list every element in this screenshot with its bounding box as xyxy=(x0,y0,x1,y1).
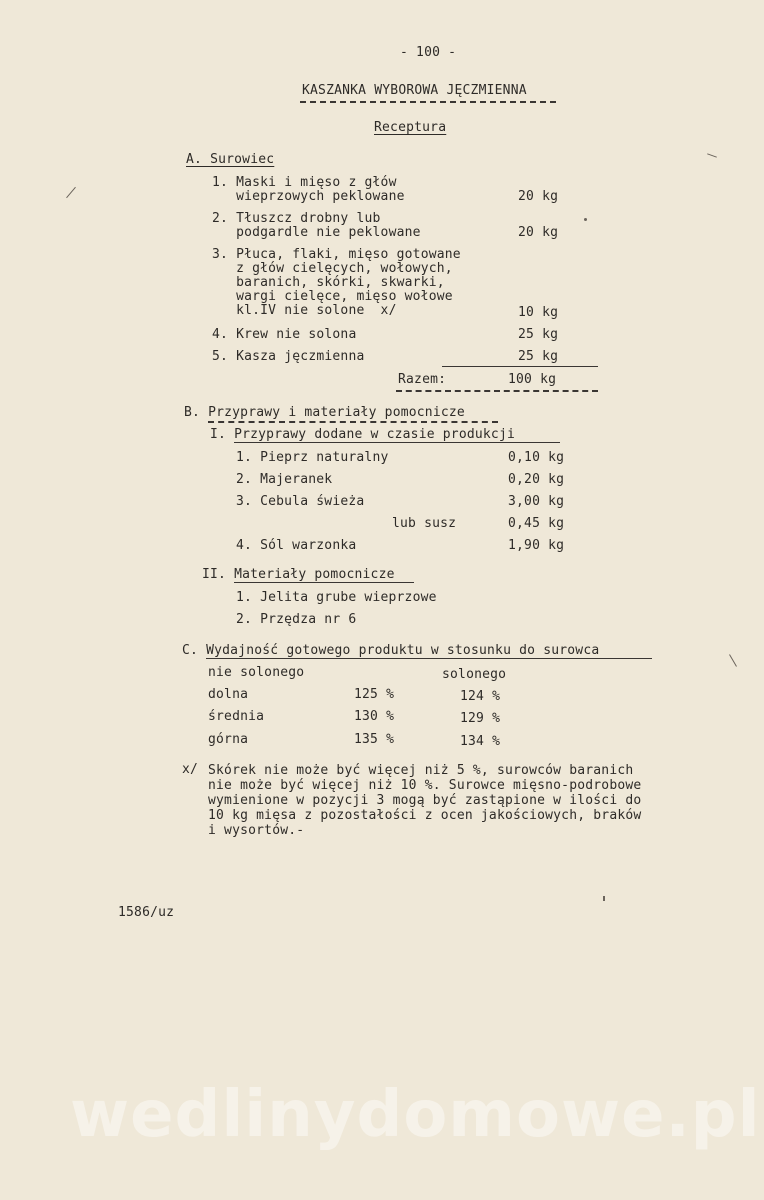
spice-4-qty: 1,90 kg xyxy=(508,538,565,553)
spice-3-qty: 3,00 kg xyxy=(508,494,565,509)
paper-speck xyxy=(584,218,587,221)
spice-4: 4. Sól warzonka xyxy=(236,538,357,553)
spice-2: 2. Majeranek xyxy=(236,472,333,487)
recipe-title: KASZANKA WYBOROWA JĘCZMIENNA xyxy=(302,83,527,98)
sum-line xyxy=(442,366,598,367)
footnote-text: Skórek nie może być więcej niż 5 %, surowców baranich nie może być więcej niż 10 %. Surowce mięsno-podrobowe wymienione w pozycji 3 mogą być zastąpione w ilości do 10 kg mięsa z pozostałości z ocen jakościowych, braków i wysortów.- xyxy=(208,763,642,838)
section-b-underline xyxy=(208,421,498,423)
spice-3: 3. Cebula świeża xyxy=(236,494,365,509)
section-b1-underline xyxy=(234,442,560,443)
total-label: Razem: xyxy=(398,372,447,387)
yield-row-label: średnia xyxy=(208,709,265,724)
document-code: 1586/uz xyxy=(118,905,175,920)
section-b2-underline xyxy=(234,582,414,583)
yield-row-value-b: 134 % xyxy=(460,734,501,749)
spice-1: 1. Pieprz naturalny xyxy=(236,450,389,465)
section-c-underline xyxy=(206,658,652,659)
section-a-qty-5: 25 kg xyxy=(518,349,559,364)
material-2: 2. Przędza nr 6 xyxy=(236,612,357,627)
footnote-mark: x/ xyxy=(182,762,199,777)
material-1: 1. Jelita grube wieprzowe xyxy=(236,590,437,605)
page-number: - 100 - xyxy=(400,45,457,60)
total-qty: 100 kg xyxy=(508,372,557,387)
section-a-qty-2: 20 kg xyxy=(518,225,559,240)
section-c-heading: C. Wydajność gotowego produktu w stosunku do surowca xyxy=(182,643,600,658)
section-a-qty-4: 25 kg xyxy=(518,327,559,342)
paper-speck xyxy=(603,896,605,901)
section-a-item-2: 2. Tłuszcz drobny lub podgardle nie peklowane xyxy=(212,211,421,240)
spice-3-alt: lub susz xyxy=(392,516,457,531)
yield-row-value-a: 130 % xyxy=(354,709,395,724)
yield-row-value-b: 129 % xyxy=(460,711,501,726)
title-underline xyxy=(300,101,556,103)
section-a-qty-1: 20 kg xyxy=(518,189,559,204)
yield-col-salted: solonego xyxy=(442,667,507,682)
paper-speck xyxy=(707,153,717,157)
recipe-subtitle: Receptura xyxy=(374,120,447,135)
paper-speck xyxy=(66,187,76,198)
yield-row-value-a: 135 % xyxy=(354,732,395,747)
section-a-qty-3: 10 kg xyxy=(518,305,559,320)
section-a-heading: A. Surowiec xyxy=(186,152,275,167)
yield-row-label: dolna xyxy=(208,687,249,702)
yield-row-value-a: 125 % xyxy=(354,687,395,702)
section-a-item-4: 4. Krew nie solona xyxy=(212,327,357,342)
section-b1-heading: I. Przyprawy dodane w czasie produkcji xyxy=(210,427,516,442)
spice-2-qty: 0,20 kg xyxy=(508,472,565,487)
watermark: wedlinydomowe.pl xyxy=(70,1078,761,1152)
section-b-heading: B. Przyprawy i materiały pomocnicze xyxy=(184,405,465,420)
yield-col-unsalted: nie solonego xyxy=(208,665,305,680)
total-underline xyxy=(396,390,598,392)
paper-speck xyxy=(729,654,737,667)
section-a-item-1: 1. Maski i mięso z głów wieprzowych peklowane xyxy=(212,175,405,204)
spice-3-alt-qty: 0,45 kg xyxy=(508,516,565,531)
spice-1-qty: 0,10 kg xyxy=(508,450,565,465)
yield-row-value-b: 124 % xyxy=(460,689,501,704)
section-b2-heading: II. Materiały pomocnicze xyxy=(202,567,395,582)
section-a-item-5: 5. Kasza jęczmienna xyxy=(212,349,365,364)
section-a-item-3: 3. Płuca, flaki, mięso gotowane z głów cielęcych, wołowych, baranich, skórki, skwarki, wargi cielęce, mięso wołowe kl.IV nie solone x/ xyxy=(212,247,461,318)
yield-row-label: górna xyxy=(208,732,249,747)
